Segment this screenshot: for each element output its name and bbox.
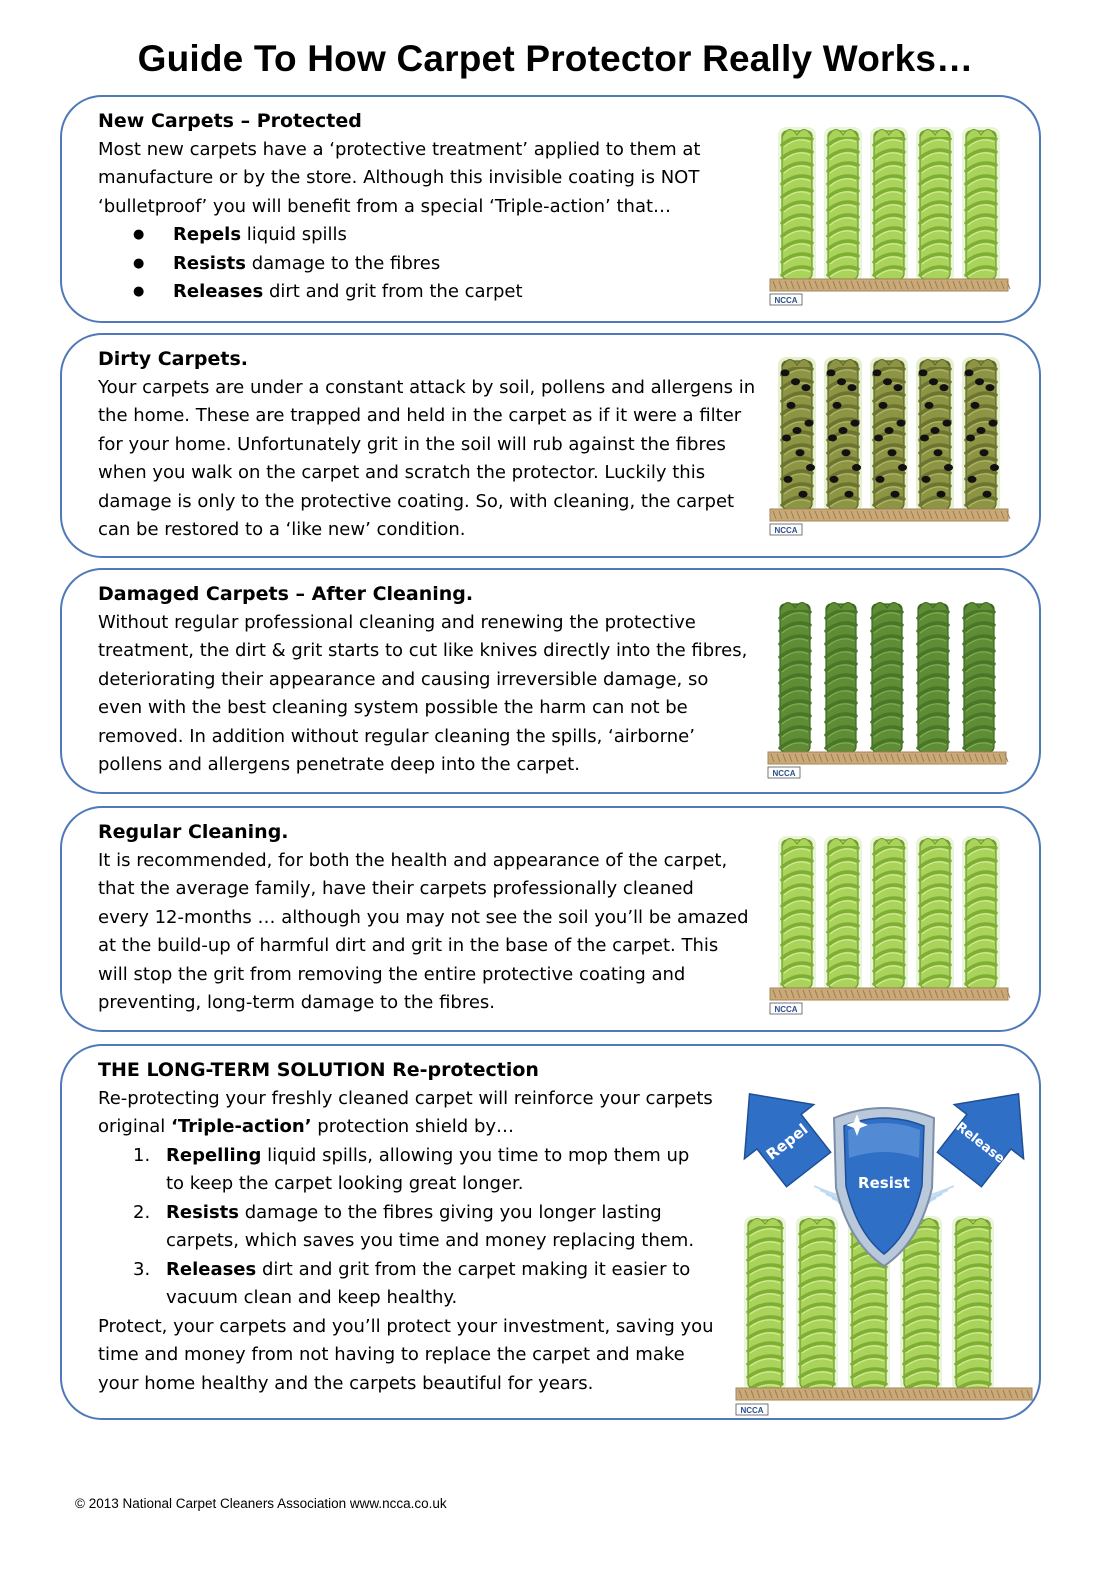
dirt-particle [781, 369, 790, 376]
damaged-fibres-illustration [762, 592, 1012, 782]
fibre [826, 602, 856, 752]
dirt-particle [787, 402, 796, 409]
fibre [824, 836, 862, 992]
dirt-particle [971, 402, 980, 409]
panel-regular-cleaning [60, 806, 1041, 1032]
dirt-particle [990, 464, 999, 471]
fibre [778, 127, 816, 283]
panel-title: THE LONG-TERM SOLUTION Re-protection [98, 1059, 539, 1081]
panel-title: Dirty Carpets. [98, 348, 248, 370]
dirt-particle [934, 449, 943, 456]
dirt-particle [929, 378, 938, 385]
fibre [796, 1216, 838, 1392]
dirt-particle [943, 420, 952, 427]
list-item: 2. Resists damage to the fibres giving you longer lasting carpets, which saves you time and money replacing them. [133, 1201, 695, 1251]
panel-reprotection [60, 1044, 1041, 1420]
list-item: ● Repels liquid spills [98, 221, 750, 250]
dirt-particle [879, 402, 888, 409]
dirt-particle [983, 491, 992, 498]
dirt-particle [845, 491, 854, 498]
dirt-particle [975, 378, 984, 385]
dirt-particle [940, 384, 949, 391]
fibre [870, 127, 908, 283]
panel-new-carpets [60, 95, 1041, 323]
dirt-particle [874, 434, 883, 441]
fibre [870, 357, 908, 513]
dirt-particle [833, 402, 842, 409]
dirt-particle [806, 464, 815, 471]
list-item: ● Releases dirt and grit from the carpet [98, 278, 750, 307]
panel-dirty-carpets [60, 333, 1041, 558]
dirt-particle [989, 420, 998, 427]
dirt-particle [827, 369, 836, 376]
logo-text: NCCA [774, 296, 798, 305]
ncca-logo [770, 1003, 802, 1014]
fibre [780, 602, 810, 752]
dirt-particle [888, 449, 897, 456]
fibre [962, 357, 1000, 513]
ncca-logo [770, 524, 802, 535]
dirt-particle [931, 427, 940, 434]
release-label: Release [952, 1119, 1008, 1167]
dirt-particle [784, 476, 793, 483]
dirt-particle [944, 464, 953, 471]
dirt-particle [925, 402, 934, 409]
dirt-particle [852, 464, 861, 471]
dirt-particle [919, 369, 928, 376]
dirt-particle [966, 434, 975, 441]
logo-text: NCCA [740, 1406, 764, 1415]
dirt-particle [873, 369, 882, 376]
fibre [962, 836, 1000, 992]
repel-arrow [734, 1068, 843, 1197]
fibre [870, 836, 908, 992]
dirt-particle [837, 378, 846, 385]
page-title: Guide To How Carpet Protector Really Works… [137, 38, 974, 79]
fibre [778, 357, 816, 513]
list-item: 3. Releases dirt and grit from the carpet making it easier to vacuum clean and keep healthy. [133, 1258, 691, 1308]
benefit-list [98, 221, 750, 307]
resist-label: Resist [858, 1174, 910, 1192]
panel-outro: Protect, your carpets and you’ll protect your investment, saving you time and money from not having to replace the carpet and make your home healthy and the carpets beautiful for years. [98, 1315, 714, 1394]
triple-action-shield-illustration [734, 1068, 1034, 1418]
dirt-particle [799, 491, 808, 498]
fibre [962, 127, 1000, 283]
fibre [916, 357, 954, 513]
dirt-particle [876, 476, 885, 483]
release-arrow [925, 1068, 1034, 1197]
dirt-particle [805, 420, 814, 427]
protected-fibres-illustration [764, 119, 1014, 309]
fibre [916, 836, 954, 992]
dirt-particle [894, 384, 903, 391]
dirt-particle [891, 491, 900, 498]
dirt-particle [842, 449, 851, 456]
ncca-logo [770, 294, 802, 305]
panel-title: Regular Cleaning. [98, 821, 289, 843]
dirt-particle [802, 384, 811, 391]
panel-body: Most new carpets have a ‘protective treatment’ applied to them at manufacture or by the store. Although this invisible coating is NOT ‘bulletproof’ you will benefit from a special ‘Triple-action’ that… [98, 138, 701, 217]
dirt-particle [791, 378, 800, 385]
dirt-particle [839, 427, 848, 434]
dirt-particle [851, 420, 860, 427]
logo-text: NCCA [772, 769, 796, 778]
ncca-logo [768, 767, 800, 778]
panel-intro: Re-protecting your freshly cleaned carpet will reinforce your carpets original ‘Triple-action’ protection shield by… [98, 1087, 713, 1137]
panel-damaged-carpets [60, 568, 1041, 794]
fibre [918, 602, 948, 752]
panel-body: Without regular professional cleaning and renewing the protective treatment, the dirt & grit starts to cut like knives directly into the fibres, deteriorating their appearance and causing irreversible damage, so even with the best cleaning system possible the harm can not be removed. In addition without regular cleaning the spills, ‘airborne’ pollens and allergens penetrate deep into the carpet. [98, 611, 748, 775]
cleaned-fibres-illustration [764, 828, 1014, 1018]
dirt-particle [830, 476, 839, 483]
reprotection-steps [98, 1142, 698, 1313]
dirt-particle [937, 491, 946, 498]
dirt-particle [782, 434, 791, 441]
fibre [952, 1216, 994, 1392]
logo-text: NCCA [774, 526, 798, 535]
fibre [964, 602, 994, 752]
dirt-particle [883, 378, 892, 385]
dirt-particle [920, 434, 929, 441]
dirt-particle [898, 464, 907, 471]
fibre [744, 1216, 786, 1392]
dirty-fibres-illustration [764, 349, 1014, 539]
dirt-particle [968, 476, 977, 483]
dirt-particle [980, 449, 989, 456]
dirt-particle [977, 427, 986, 434]
dirt-particle [986, 384, 995, 391]
list-item: ● Resists damage to the fibres [98, 250, 750, 279]
panel-title: Damaged Carpets – After Cleaning. [98, 583, 474, 605]
panel-body: It is recommended, for both the health and appearance of the carpet, that the average family, have their carpets professionally cleaned every 12-months … although you may not see the soil you’ll be amazed at the build-up of harmful dirt and grit in the base of the carpet. This will stop the grit from removing the entire protective coating and preventing, long-term damage to the fibres. [98, 849, 749, 1013]
dirt-particle [922, 476, 931, 483]
fibre [872, 602, 902, 752]
dirt-particle [965, 369, 974, 376]
copyright-footer: © 2013 National Carpet Cleaners Association www.ncca.co.uk [75, 1496, 447, 1511]
dirt-particle [885, 427, 894, 434]
ncca-logo [736, 1404, 768, 1415]
fibre [824, 127, 862, 283]
dirt-particle [848, 384, 857, 391]
fibre [824, 357, 862, 513]
list-item: 1. Repelling liquid spills, allowing you time to mop them up to keep the carpet looking great longer. [133, 1144, 690, 1194]
logo-text: NCCA [774, 1005, 798, 1014]
panel-title: New Carpets – Protected [98, 110, 362, 132]
dirt-particle [793, 427, 802, 434]
dirt-particle [897, 420, 906, 427]
fibre [916, 127, 954, 283]
repel-label: Repel [762, 1120, 812, 1164]
panel-body: Your carpets are under a constant attack by soil, pollens and allergens in the home. These are trapped and held in the carpet as if it were a filter for your home. Unfortunately grit in the soil will rub against the fibres when you walk on the carpet and scratch the protector. Luckily this damage is only to the protective coating. So, with cleaning, the carpet can be restored to a ‘like new’ condition. [98, 376, 756, 540]
fibre [778, 836, 816, 992]
dirt-particle [828, 434, 837, 441]
dirt-particle [796, 449, 805, 456]
